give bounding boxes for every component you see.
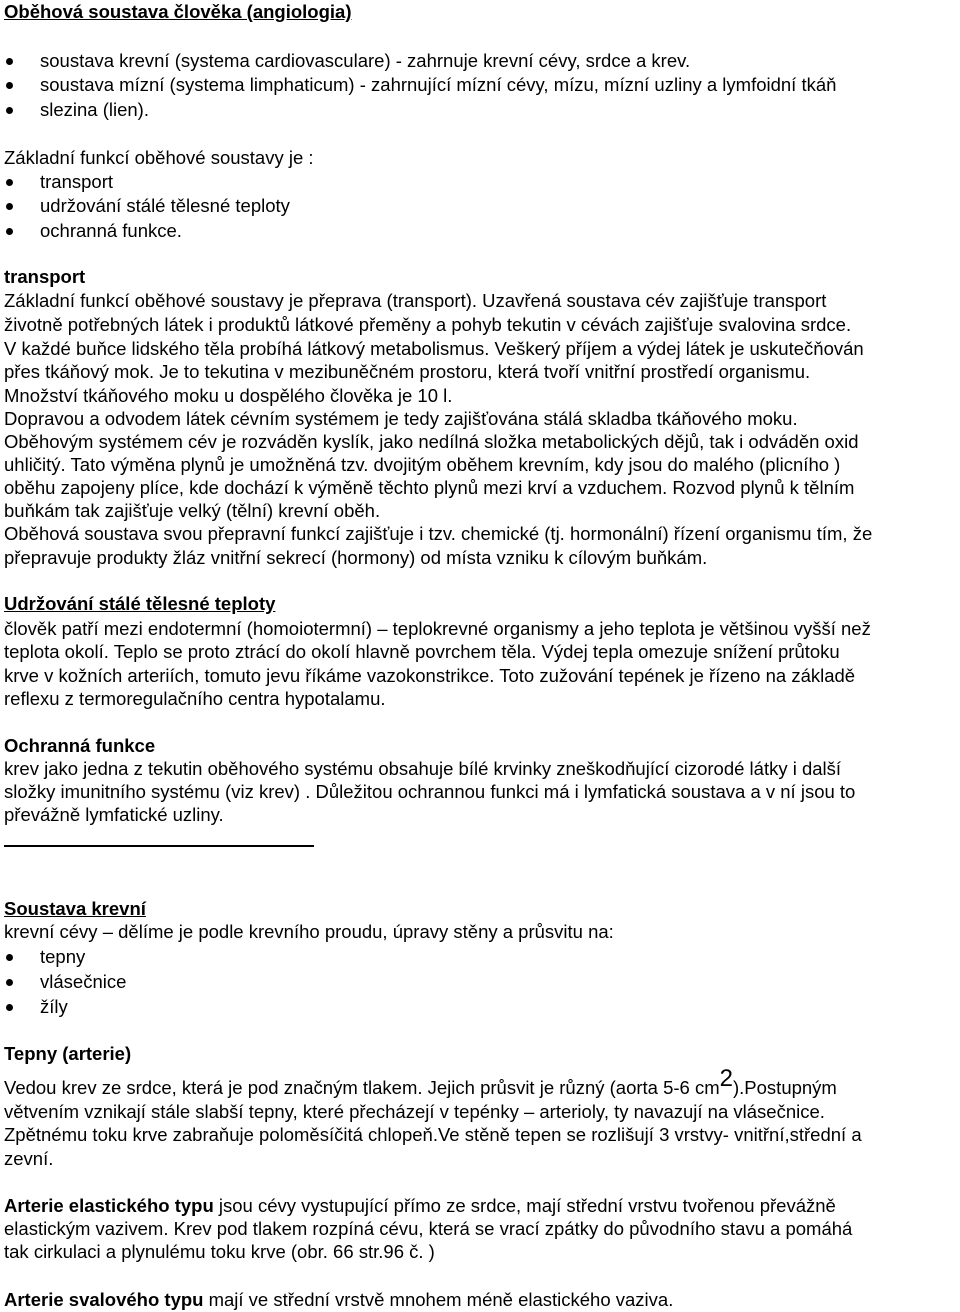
superscript: 2 xyxy=(719,1065,733,1092)
protection-heading: Ochranná funkce xyxy=(4,735,156,756)
bullet-icon xyxy=(6,58,13,65)
paragraph-line: oběhu zapojeny plíce, kde dochází k výměně těchto plynů mezi krví a vzduchem. Rozvod plynů k tělním xyxy=(4,477,855,498)
paragraph-line: buňkám tak zajišťuje velký (tělní) krevní oběh. xyxy=(4,500,381,521)
paragraph-line: Zpětnému toku krve zabraňuje poloměsíčitá chlopeň.Ve stěně tepen se rozlišují 3 vrstvy- vnitřní,střední a xyxy=(4,1124,862,1145)
paragraph-line: Arterie elastického typu jsou cévy vystupující přímo ze srdce, mají střední vrstvu tvořenou převážně xyxy=(4,1195,836,1216)
paragraph-line: Množství tkáňového moku u dospělého člověka je 10 l. xyxy=(4,385,453,406)
bullet-icon xyxy=(6,979,13,986)
paragraph-line: Dopravou a odvodem látek cévním systémem je tedy zajišťována stálá skladba tkáňového moku. xyxy=(4,408,798,429)
bullet-icon xyxy=(6,954,13,961)
paragraph-line: uhličitý. Tato výměna plynů je umožněná tzv. dvojitým oběhem krevním, kdy jsou do malého (plicního ) xyxy=(4,454,841,475)
paragraph-line: složky imunitního systému (viz krev) . Důležitou ochrannou funkci má i lymfatická soustava a v ní jsou to xyxy=(4,781,856,802)
paragraph-line: přepravuje produkty žláz vnitřní sekrecí (hormony) od místa vzniku k cílovým buňkám. xyxy=(4,547,708,568)
bullet-icon xyxy=(6,107,13,114)
bullet-icon xyxy=(6,1004,13,1011)
bullet-icon xyxy=(6,203,13,210)
paragraph-line: člověk patří mezi endotermní (homoiotermní) – teplokrevné organismy a jeho teplota je většinou vyšší než xyxy=(4,618,871,639)
paragraph-line: reflexu z termoregulačního centra hypotalamu. xyxy=(4,688,386,709)
horizontal-divider xyxy=(4,845,314,847)
muscular-term: Arterie svalového typu xyxy=(4,1289,204,1310)
paragraph-line: převážně lymfatické uzliny. xyxy=(4,804,224,825)
paragraph-line: větvením vznikají stále slabší tepny, které přecházejí v tepénky – arterioly, ty navazují na vlásečnice. xyxy=(4,1101,825,1122)
paragraph-line: přes tkáňový mok. Je to tekutina v mezibuněčném prostoru, která tvoří vnitřní prostředí organismu. xyxy=(4,361,811,382)
paragraph-line: krve v kožních arteriích, tomuto jevu říkáme vazokonstrikce. Toto zužování tepének je řízeno na základě xyxy=(4,665,856,686)
blood-system-heading: Soustava krevní xyxy=(4,898,146,919)
arteries-heading: Tepny (arterie) xyxy=(4,1043,132,1064)
bullet-icon xyxy=(6,179,13,186)
transport-heading: transport xyxy=(4,266,86,287)
document-page: Oběhová soustava člověka (angiologia) soustava krevní (systema cardiovasculare) - zahrnuje krevní cévy, srdce a krev. soustava mízní (systema limphaticum) - zahrnující mízní cévy, mízu, mízní uzliny a lymfoidní tkáň slezina (lien). Základní funkcí oběhové soustavy je : transport udržování stálé tělesné teploty ochranná funkce. transport Základní funkcí oběhové soustavy je přeprava (transport). Uzavřená soustava cév zajišťuje transport životně potřebných látek i produktů látkové přeměny a pohyb tekutin v cévách zajišťuje svalovina srdce. V každé buňce lidského těla probíhá látkový metabolismus. Veškerý příjem a výdej látek je uskutečňován přes tkáňový mok. Je to tekutina v mezibuněčném prostoru, která tvoří vnitřní prostředí organismu. Množství tkáňového moku u dospělého člověka je 10 l. Dopravou a odvodem látek cévním systémem je tedy zajišťována stálá skladba tkáňového moku. Oběhovým systémem cév je rozváděn kyslík, jako nedílná složka metabolických dějů, tak i odváděn oxid uhličitý. Tato výměna plynů je umožněná tzv. dvojitým oběhem krevním, kdy jsou do malého (plicního ) oběhu zapojeny plíce, kde dochází k výměně těchto plynů mezi krví a vzduchem. Rozvod plynů k tělním buňkám tak zajišťuje velký (tělní) krevní oběh. Oběhová soustava svou přepravní funkcí zajišťuje i tzv. chemické (tj. hormonální) řízení organismu tím, že přepravuje produkty žláz vnitřní sekrecí (hormony) od místa vzniku k cílovým buňkám. Udržování stálé tělesné teploty člověk patří mezi endotermní (homoiotermní) – teplokrevné organismy a jeho teplota je většinou vyšší než teplota okolí. Teplo se proto ztrácí do okolí hlavně povrchem těla. Výdej tepla omezuje snížení průtoku krve v kožních arteriích, tomuto jevu říkáme vazokonstrikce. Toto zužování tepének je řízeno na základě reflexu z termoregulačního centra hypotalamu. Ochranná funkce krev jako jedna z tekutin oběhového systému obsahuje bílé krvinky zneškodňující cizorodé látky i další složky imunitního systému (viz krev) . Důležitou ochrannou funkci má i lymfatická soustava a v ní jsou to převážně lymfatické uzliny. Soustava krevní krevní cévy – dělíme je podle krevního proudu, úpravy stěny a průsvitu na: tepny vlásečnice žíly Tepny (arterie) Vedou krev ze srdce, která je pod značným tlakem. Jejich průsvit je různý (aorta 5-6 $cm^2).Postupným$ větvením vznikají stále slabší tepny, které přecházejí v tepénky – arterioly, ty navazují na vlásečnice. Zpětnému toku krve zabraňuje poloměsíčitá chlopeň.Ve stěně tepen se rozlišují 3 vrstvy- vnitřní,střední a zevní. Arterie elastického typu jsou cévy vystupující přímo ze srdce, mají střední vrstvu tvořenou převážně elastickým vazivem. Krev pod tlakem rozpíná cévu, která se vrací zpátky do původního stavu a pomáhá tak cirkulaci a plynulému toku krve (obr. 66 str.96 č. ) Arterie svalového typu mají ve střední vrstvě mnohem méně elastického vaziva. xyxy=(4,1,873,1310)
paragraph-line: tak cirkulaci a plynulému toku krve (obr. 66 str.96 č. ) xyxy=(4,1241,435,1262)
functions-heading: Základní funkcí oběhové soustavy je : xyxy=(4,147,314,168)
paragraph-line: Oběhová soustava svou přepravní funkcí zajišťuje i tzv. chemické (tj. hormonální) řízení organismu tím, že xyxy=(4,523,873,544)
paragraph-line: životně potřebných látek i produktů látkové přeměny a pohyb tekutin v cévách zajišťuje svalovina srdce. xyxy=(4,314,852,335)
paragraph-line: Arterie svalového typu mají ve střední vrstvě mnohem méně elastického vaziva. xyxy=(4,1289,674,1310)
bullet-icon xyxy=(6,228,13,235)
paragraph-line: krevní cévy – dělíme je podle krevního proudu, úpravy stěny a průsvitu na: xyxy=(4,921,614,942)
paragraph-line: elastickým vazivem. Krev pod tlakem rozpíná cévu, která se vrací zpátky do původního stavu a pomáhá xyxy=(4,1218,853,1239)
paragraph-line: V každé buňce lidského těla probíhá látkový metabolismus. Veškerý příjem a výdej látek je uskutečňován xyxy=(4,338,864,359)
page-title: Oběhová soustava člověka (angiologia) xyxy=(4,1,352,22)
paragraph-line: Základní funkcí oběhové soustavy je přeprava (transport). Uzavřená soustava cév zajišťuje transport xyxy=(4,290,827,311)
paragraph-line: zevní. xyxy=(4,1148,54,1169)
bullet-icon xyxy=(6,82,13,89)
temperature-heading: Udržování stálé tělesné teploty xyxy=(4,593,276,614)
elastic-term: Arterie elastického typu xyxy=(4,1195,214,1216)
paragraph-line: Oběhovým systémem cév je rozváděn kyslík, jako nedílná složka metabolických dějů, tak i odváděn oxid xyxy=(4,431,859,452)
paragraph-line: teplota okolí. Teplo se proto ztrácí do okolí hlavně povrchem těla. Výdej tepla omezuje snížení průtoku xyxy=(4,641,840,662)
paragraph-line: Vedou krev ze srdce, která je pod značným tlakem. Jejich průsvit je různý (aorta 5-6 $cm^2).Postupným$ xyxy=(4,1065,837,1098)
paragraph-line: krev jako jedna z tekutin oběhového systému obsahuje bílé krvinky zneškodňující cizorodé látky i další xyxy=(4,758,842,779)
